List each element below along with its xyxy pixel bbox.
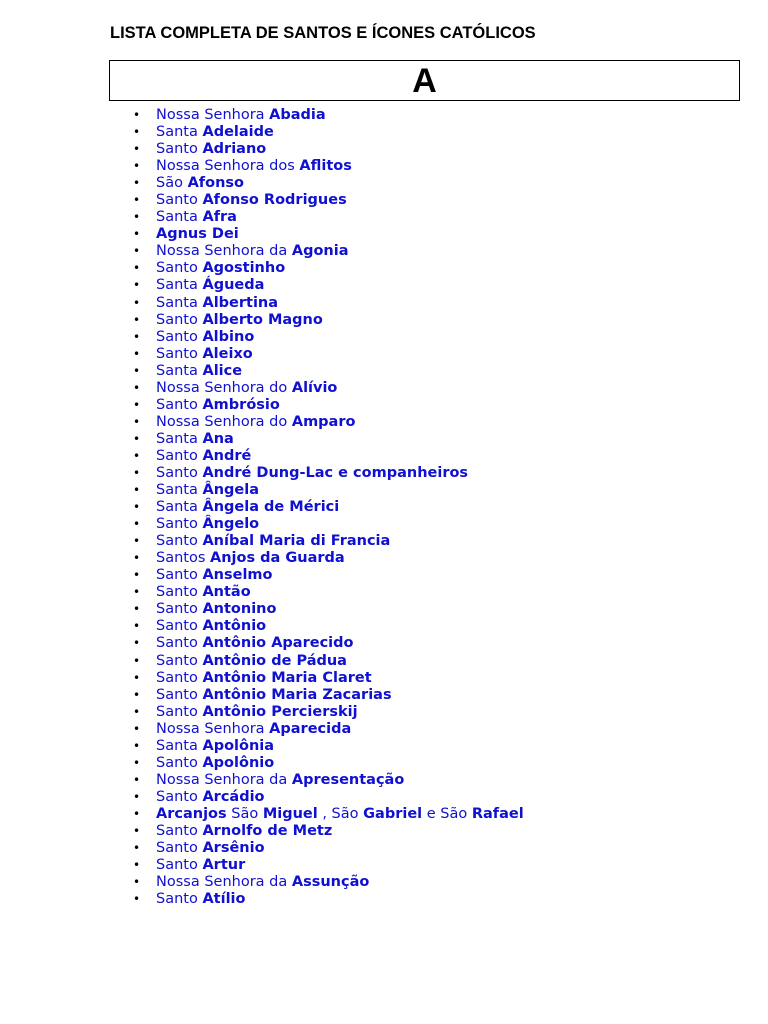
saint-title-text: Nossa Senhora <box>156 720 270 737</box>
bullet-icon: • <box>133 858 141 873</box>
list-item[interactable] <box>133 737 524 755</box>
saint-title-text: Santa <box>156 209 203 226</box>
saint-title-text: Santo <box>156 328 203 345</box>
saint-name-link[interactable]: Anjos da Guarda <box>210 550 345 567</box>
list-item[interactable] <box>133 703 524 721</box>
saint-name-link[interactable]: Ângelo <box>202 516 260 533</box>
list-item[interactable] <box>133 124 524 141</box>
saint-name-link[interactable]: Ambrósio <box>202 396 280 413</box>
saint-name-link[interactable]: Antônio Aparecido <box>202 635 354 652</box>
saint-name-link[interactable]: Antônio Maria Claret <box>202 669 372 686</box>
list-item[interactable] <box>133 567 524 584</box>
saint-name-link[interactable]: André Dung-Lac e companheiros <box>202 464 469 481</box>
saint-title-text: Santo <box>156 652 203 669</box>
saint-title-text: São <box>156 175 188 192</box>
bullet-icon: • <box>133 806 141 821</box>
saint-name-link[interactable]: Alberto Magno <box>202 311 323 328</box>
saint-name-link[interactable]: Artur <box>202 857 246 874</box>
bullet-icon: • <box>133 721 141 736</box>
bullet-icon: • <box>133 329 141 344</box>
saint-title-text: Nossa Senhora do <box>156 379 292 396</box>
bullet-icon: • <box>133 244 141 259</box>
list-item[interactable] <box>133 771 524 789</box>
bullet-icon: • <box>133 483 141 498</box>
bullet-icon: • <box>133 346 141 361</box>
saint-title-text: Santo <box>156 516 203 533</box>
saint-name-link[interactable]: Assunção <box>291 874 370 891</box>
saint-title-text: Santo <box>156 192 203 209</box>
saint-name-link[interactable]: Apresentação <box>291 771 405 788</box>
saint-name-link[interactable]: Águeda <box>202 277 265 294</box>
list-item[interactable] <box>133 277 524 294</box>
saint-name-link[interactable]: Agonia <box>291 243 349 260</box>
saint-title-text: Santo <box>156 669 203 686</box>
list-item[interactable] <box>133 226 524 243</box>
list-item[interactable] <box>133 141 524 158</box>
section-letter-box <box>109 60 740 101</box>
saint-title-text: São <box>226 805 263 822</box>
bullet-icon: • <box>133 193 141 208</box>
list-item[interactable] <box>133 584 524 601</box>
saint-title-text: Santo <box>156 754 203 771</box>
list-item[interactable] <box>133 260 524 277</box>
saint-name-link[interactable]: Adriano <box>202 141 267 158</box>
bullet-icon: • <box>133 568 141 583</box>
page-title: LISTA COMPLETA DE SANTOS E ÍCONES CATÓLICOS <box>110 24 536 42</box>
bullet-icon: • <box>133 636 141 651</box>
saint-title-text: Santa <box>156 362 203 379</box>
list-item[interactable] <box>133 720 524 738</box>
saint-name-link[interactable]: Afonso <box>187 175 244 192</box>
bullet-icon: • <box>133 261 141 276</box>
list-item[interactable] <box>133 192 524 209</box>
saint-title-text: Santa <box>156 124 203 141</box>
bullet-icon: • <box>133 755 141 770</box>
bullet-icon: • <box>133 363 141 378</box>
list-item[interactable] <box>133 874 524 891</box>
bullet-icon: • <box>133 670 141 685</box>
saint-name-link[interactable]: Arsênio <box>202 840 265 857</box>
saint-title-text: Santo <box>156 686 203 703</box>
list-item[interactable] <box>133 243 524 260</box>
bullet-icon: • <box>133 159 141 174</box>
bullet-icon: • <box>133 789 141 804</box>
saint-title-text: Nossa Senhora da <box>156 243 292 260</box>
list-item[interactable] <box>133 857 524 874</box>
saint-name-link[interactable]: Gabriel <box>363 805 423 822</box>
saint-name-link[interactable]: Afonso Rodrigues <box>202 192 347 209</box>
list-item[interactable] <box>133 550 524 567</box>
bullet-icon: • <box>133 414 141 429</box>
bullet-icon: • <box>133 380 141 395</box>
bullet-icon: • <box>133 465 141 480</box>
saint-name-link[interactable]: Ângela <box>202 482 259 499</box>
bullet-icon: • <box>133 227 141 242</box>
saint-title-text: Nossa Senhora da <box>156 771 292 788</box>
saint-name-link[interactable]: Aflitos <box>299 158 352 175</box>
list-item[interactable] <box>133 430 524 448</box>
bullet-icon: • <box>133 875 141 890</box>
saint-title-text: Santa <box>156 499 203 516</box>
saint-title-text: Santo <box>156 703 203 720</box>
list-item[interactable] <box>133 413 524 431</box>
saint-title-text: Santa <box>156 430 203 447</box>
saint-title-text: Nossa Senhora do <box>156 413 292 430</box>
saint-title-text: Santos <box>156 550 210 567</box>
list-item[interactable] <box>133 464 524 482</box>
list-item[interactable] <box>133 107 524 124</box>
list-item[interactable] <box>133 840 524 857</box>
saint-title-text: Santo <box>156 891 203 908</box>
saint-title-text: Santo <box>156 822 203 839</box>
list-item[interactable] <box>133 669 524 687</box>
saint-title-text: , São <box>317 805 364 822</box>
list-item[interactable] <box>133 652 524 670</box>
saint-name-link[interactable]: Abadia <box>269 107 326 123</box>
saint-title-text: Santo <box>156 345 203 362</box>
list-item[interactable] <box>133 499 524 516</box>
list-item[interactable] <box>133 158 524 175</box>
saint-name-link[interactable]: Antônio Percierskij <box>202 703 358 720</box>
list-item[interactable] <box>133 345 524 363</box>
saint-name-link[interactable]: Albertina <box>202 294 279 311</box>
list-item[interactable] <box>133 328 524 346</box>
saint-title-text: Santo <box>156 141 203 158</box>
saint-name-link[interactable]: Antônio Maria Zacarias <box>202 686 392 703</box>
saint-title-text: Santo <box>156 464 203 481</box>
saint-name-link[interactable]: Ana <box>202 430 234 447</box>
bullet-icon: • <box>133 738 141 753</box>
saint-name-link[interactable]: Adelaide <box>202 124 274 141</box>
saint-name-link[interactable]: Albino <box>202 328 255 345</box>
bullet-icon: • <box>133 210 141 225</box>
saint-name-link[interactable]: André <box>202 447 252 464</box>
list-item[interactable] <box>133 754 524 772</box>
saint-title-text: Santo <box>156 857 203 874</box>
bullet-icon: • <box>133 108 141 122</box>
saint-title-text: Santa <box>156 737 203 754</box>
bullet-icon: • <box>133 517 141 532</box>
saint-name-link[interactable]: Arnolfo de Metz <box>202 822 333 839</box>
bullet-icon: • <box>133 823 141 838</box>
list-item[interactable] <box>133 601 524 618</box>
bullet-icon: • <box>133 585 141 600</box>
bullet-icon: • <box>133 500 141 515</box>
section-letter: A <box>412 61 437 100</box>
list-item[interactable] <box>133 396 524 414</box>
saint-name-link[interactable]: Apolônia <box>202 737 275 754</box>
list-item[interactable] <box>133 294 524 312</box>
bullet-icon: • <box>133 176 141 191</box>
bullet-icon: • <box>133 312 141 327</box>
saint-title-text: Santa <box>156 277 203 294</box>
saint-title-text: Santo <box>156 788 203 805</box>
saint-name-link[interactable]: Alívio <box>291 379 338 396</box>
list-item[interactable] <box>133 175 524 192</box>
saint-title-text: Nossa Senhora da <box>156 874 292 891</box>
bullet-icon: • <box>133 278 141 293</box>
saint-title-text: Nossa Senhora <box>156 107 270 123</box>
saint-name-link[interactable]: Atílio <box>202 891 246 908</box>
bullet-icon: • <box>133 534 141 549</box>
list-item[interactable] <box>133 891 524 908</box>
saint-title-text: Santo <box>156 840 203 857</box>
list-item[interactable] <box>133 533 524 550</box>
list-item[interactable] <box>133 618 524 635</box>
saint-title-text: Santo <box>156 601 203 618</box>
list-item[interactable] <box>133 805 524 823</box>
bullet-icon: • <box>133 653 141 668</box>
saint-name-link[interactable]: Arcanjos <box>156 805 227 822</box>
list-item[interactable] <box>133 311 524 329</box>
saint-name-link[interactable]: Antonino <box>202 601 277 618</box>
bullet-icon: • <box>133 125 141 140</box>
list-item[interactable] <box>133 209 524 226</box>
bullet-icon: • <box>133 687 141 702</box>
bullet-icon: • <box>133 397 141 412</box>
bullet-icon: • <box>133 431 141 446</box>
saint-name-link[interactable]: Ângela de Mérici <box>202 499 340 516</box>
list-item[interactable] <box>133 379 524 397</box>
saint-name-link[interactable]: Arcádio <box>202 788 265 805</box>
saint-name-link[interactable]: Alice <box>202 362 243 379</box>
bullet-icon: • <box>133 295 141 310</box>
saint-title-text: Santo <box>156 447 203 464</box>
list-item[interactable] <box>133 447 524 465</box>
saint-name-link[interactable]: Aníbal Maria di Francia <box>202 533 391 550</box>
saint-title-text: e São <box>422 805 472 822</box>
list-item[interactable] <box>133 788 524 806</box>
saint-title-text: Santo <box>156 567 203 584</box>
bullet-icon: • <box>133 704 141 719</box>
bullet-icon: • <box>133 772 141 787</box>
saint-name-link[interactable]: Antão <box>202 584 251 601</box>
saint-title-text: Santa <box>156 294 203 311</box>
saint-name-link[interactable]: Anselmo <box>202 567 273 584</box>
bullet-icon: • <box>133 892 141 907</box>
saint-title-text: Santo <box>156 618 203 635</box>
saint-name-link[interactable]: Amparo <box>291 413 356 430</box>
saint-title-text: Santo <box>156 533 203 550</box>
saint-name-link[interactable]: Rafael <box>471 805 524 822</box>
list-item[interactable] <box>133 516 524 533</box>
saint-title-text: Santo <box>156 396 203 413</box>
list-item[interactable] <box>133 686 524 704</box>
bullet-icon: • <box>133 619 141 634</box>
saint-name-link[interactable]: Aparecida <box>269 720 352 737</box>
saint-name-link[interactable]: Afra <box>202 209 237 226</box>
list-item[interactable] <box>133 482 524 499</box>
list-item[interactable] <box>133 635 524 652</box>
list-item[interactable] <box>133 362 524 380</box>
saint-title-text: Nossa Senhora dos <box>156 158 300 175</box>
saint-name-link[interactable]: Aleixo <box>202 345 253 362</box>
saint-name-link[interactable]: Agnus Dei <box>156 226 239 243</box>
saint-name-link[interactable]: Apolônio <box>202 754 275 771</box>
saint-name-link[interactable]: Antônio de Pádua <box>202 652 347 669</box>
saint-title-text: Santo <box>156 584 203 601</box>
list-item[interactable] <box>133 822 524 840</box>
bullet-icon: • <box>133 142 141 157</box>
saint-title-text: Santo <box>156 635 203 652</box>
saint-title-text: Santo <box>156 260 203 277</box>
saint-name-link[interactable]: Miguel <box>262 805 318 822</box>
saint-name-link[interactable]: Antônio <box>202 618 267 635</box>
saint-list <box>133 107 524 908</box>
bullet-icon: • <box>133 602 141 617</box>
bullet-icon: • <box>133 551 141 566</box>
saint-title-text: Santo <box>156 311 203 328</box>
bullet-icon: • <box>133 841 141 856</box>
saint-name-link[interactable]: Agostinho <box>202 260 286 277</box>
bullet-icon: • <box>133 448 141 463</box>
saint-title-text: Santa <box>156 482 203 499</box>
